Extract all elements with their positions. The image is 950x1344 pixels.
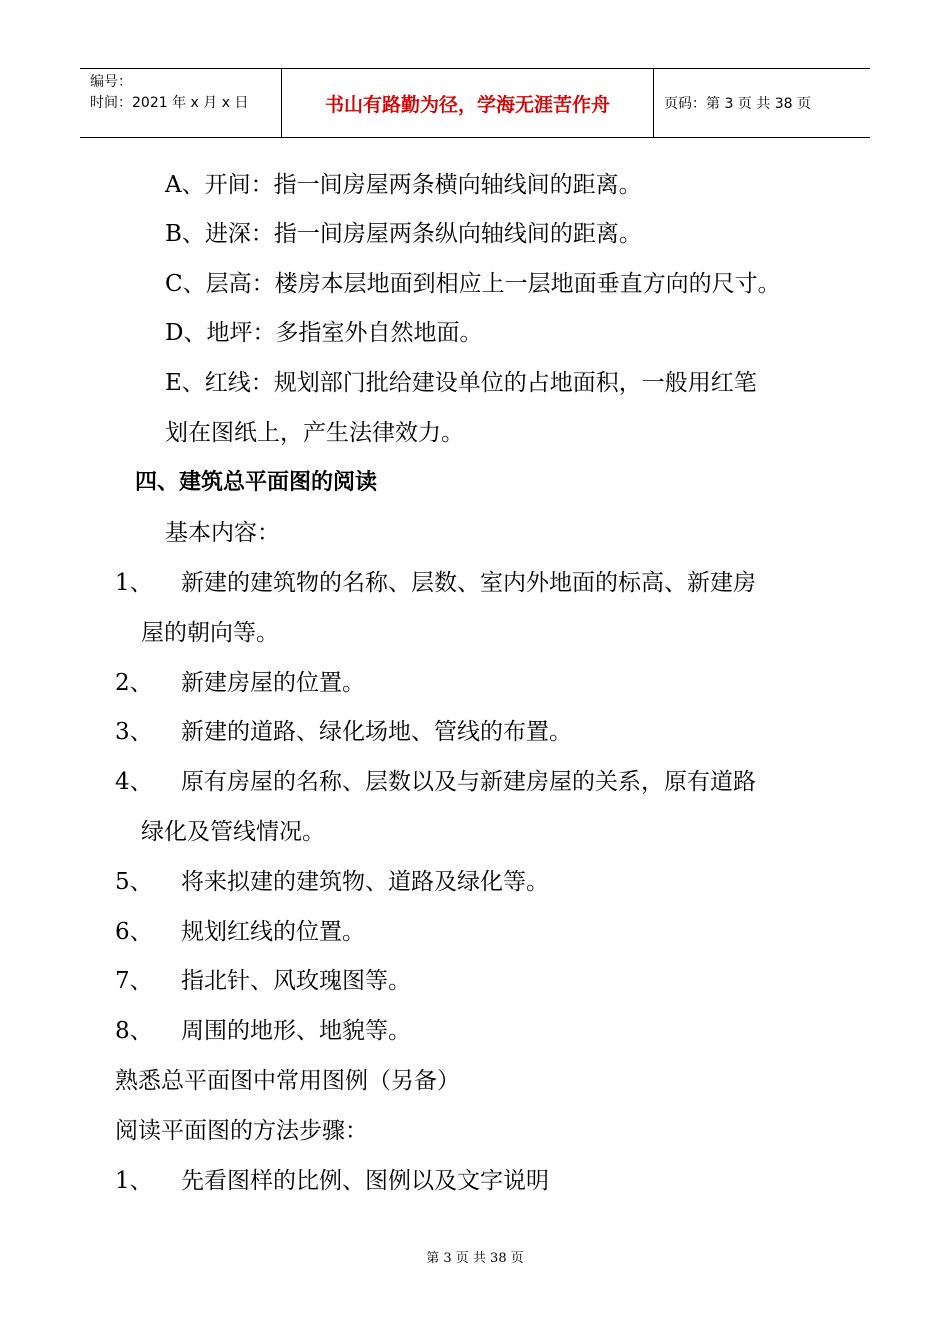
item-text: 新建的道路、绿化场地、管线的布置。: [181, 719, 572, 745]
item-number: 7、: [115, 968, 153, 994]
definition-c: C、层高：楼房本层地面到相应上一层地面垂直方向的尺寸。: [165, 271, 781, 297]
item-text-cont: 绿化及管线情况。: [141, 819, 325, 845]
item-number: 1、: [115, 570, 153, 596]
item-text: 新建的建筑物的名称、层数、室内外地面的标高、新建房: [181, 570, 756, 596]
item-text: 指北针、风玫瑰图等。: [181, 968, 411, 994]
definition-d: D、地坪：多指室外自然地面。: [165, 320, 483, 346]
item-text: 周围的地形、地貌等。: [181, 1018, 411, 1044]
page-header: [80, 68, 870, 138]
item-number: 5、: [115, 869, 153, 895]
method-number: 1、: [115, 1168, 153, 1194]
number-label: 编号：: [90, 74, 132, 90]
item-number: 3、: [115, 719, 153, 745]
definition-a: A、开间：指一间房屋两条横向轴线间的距离。: [165, 172, 642, 198]
definition-e-cont: 划在图纸上，产生法律效力。: [165, 420, 464, 446]
definition-b: B、进深：指一间房屋两条纵向轴线间的距离。: [165, 221, 642, 247]
item-number: 2、: [115, 670, 153, 696]
item-text: 原有房屋的名称、层数以及与新建房屋的关系，原有道路: [181, 769, 756, 795]
header-motto: 书山有路勤为径，学海无涯苦作舟: [282, 69, 654, 137]
item-text: 新建房屋的位置。: [181, 670, 365, 696]
method-text: 先看图样的比例、图例以及文字说明: [181, 1168, 549, 1194]
header-page-label: 页码：第 3 页 共 38 页: [664, 96, 811, 112]
page-footer: 第 3 页 共 38 页: [426, 1251, 524, 1266]
item-text: 将来拟建的建筑物、道路及绿化等。: [181, 869, 549, 895]
basic-content-label: 基本内容：: [165, 520, 280, 546]
item-text-cont: 屋的朝向等。: [141, 620, 279, 646]
item-number: 6、: [115, 919, 153, 945]
definition-e: E、红线：规划部门批给建设单位的占地面积，一般用红笔: [165, 370, 757, 396]
method-title: 阅读平面图的方法步骤：: [115, 1118, 368, 1144]
item-number: 4、: [115, 769, 153, 795]
item-number: 8、: [115, 1018, 153, 1044]
section-title: 四、建筑总平面图的阅读: [135, 470, 378, 495]
header-meta: [80, 69, 282, 137]
item-text: 规划红线的位置。: [181, 919, 365, 945]
time-label: 时间：2021 年 x 月 x 日: [90, 95, 249, 111]
legend-note: 熟悉总平面图中常用图例（另备）: [115, 1068, 460, 1094]
